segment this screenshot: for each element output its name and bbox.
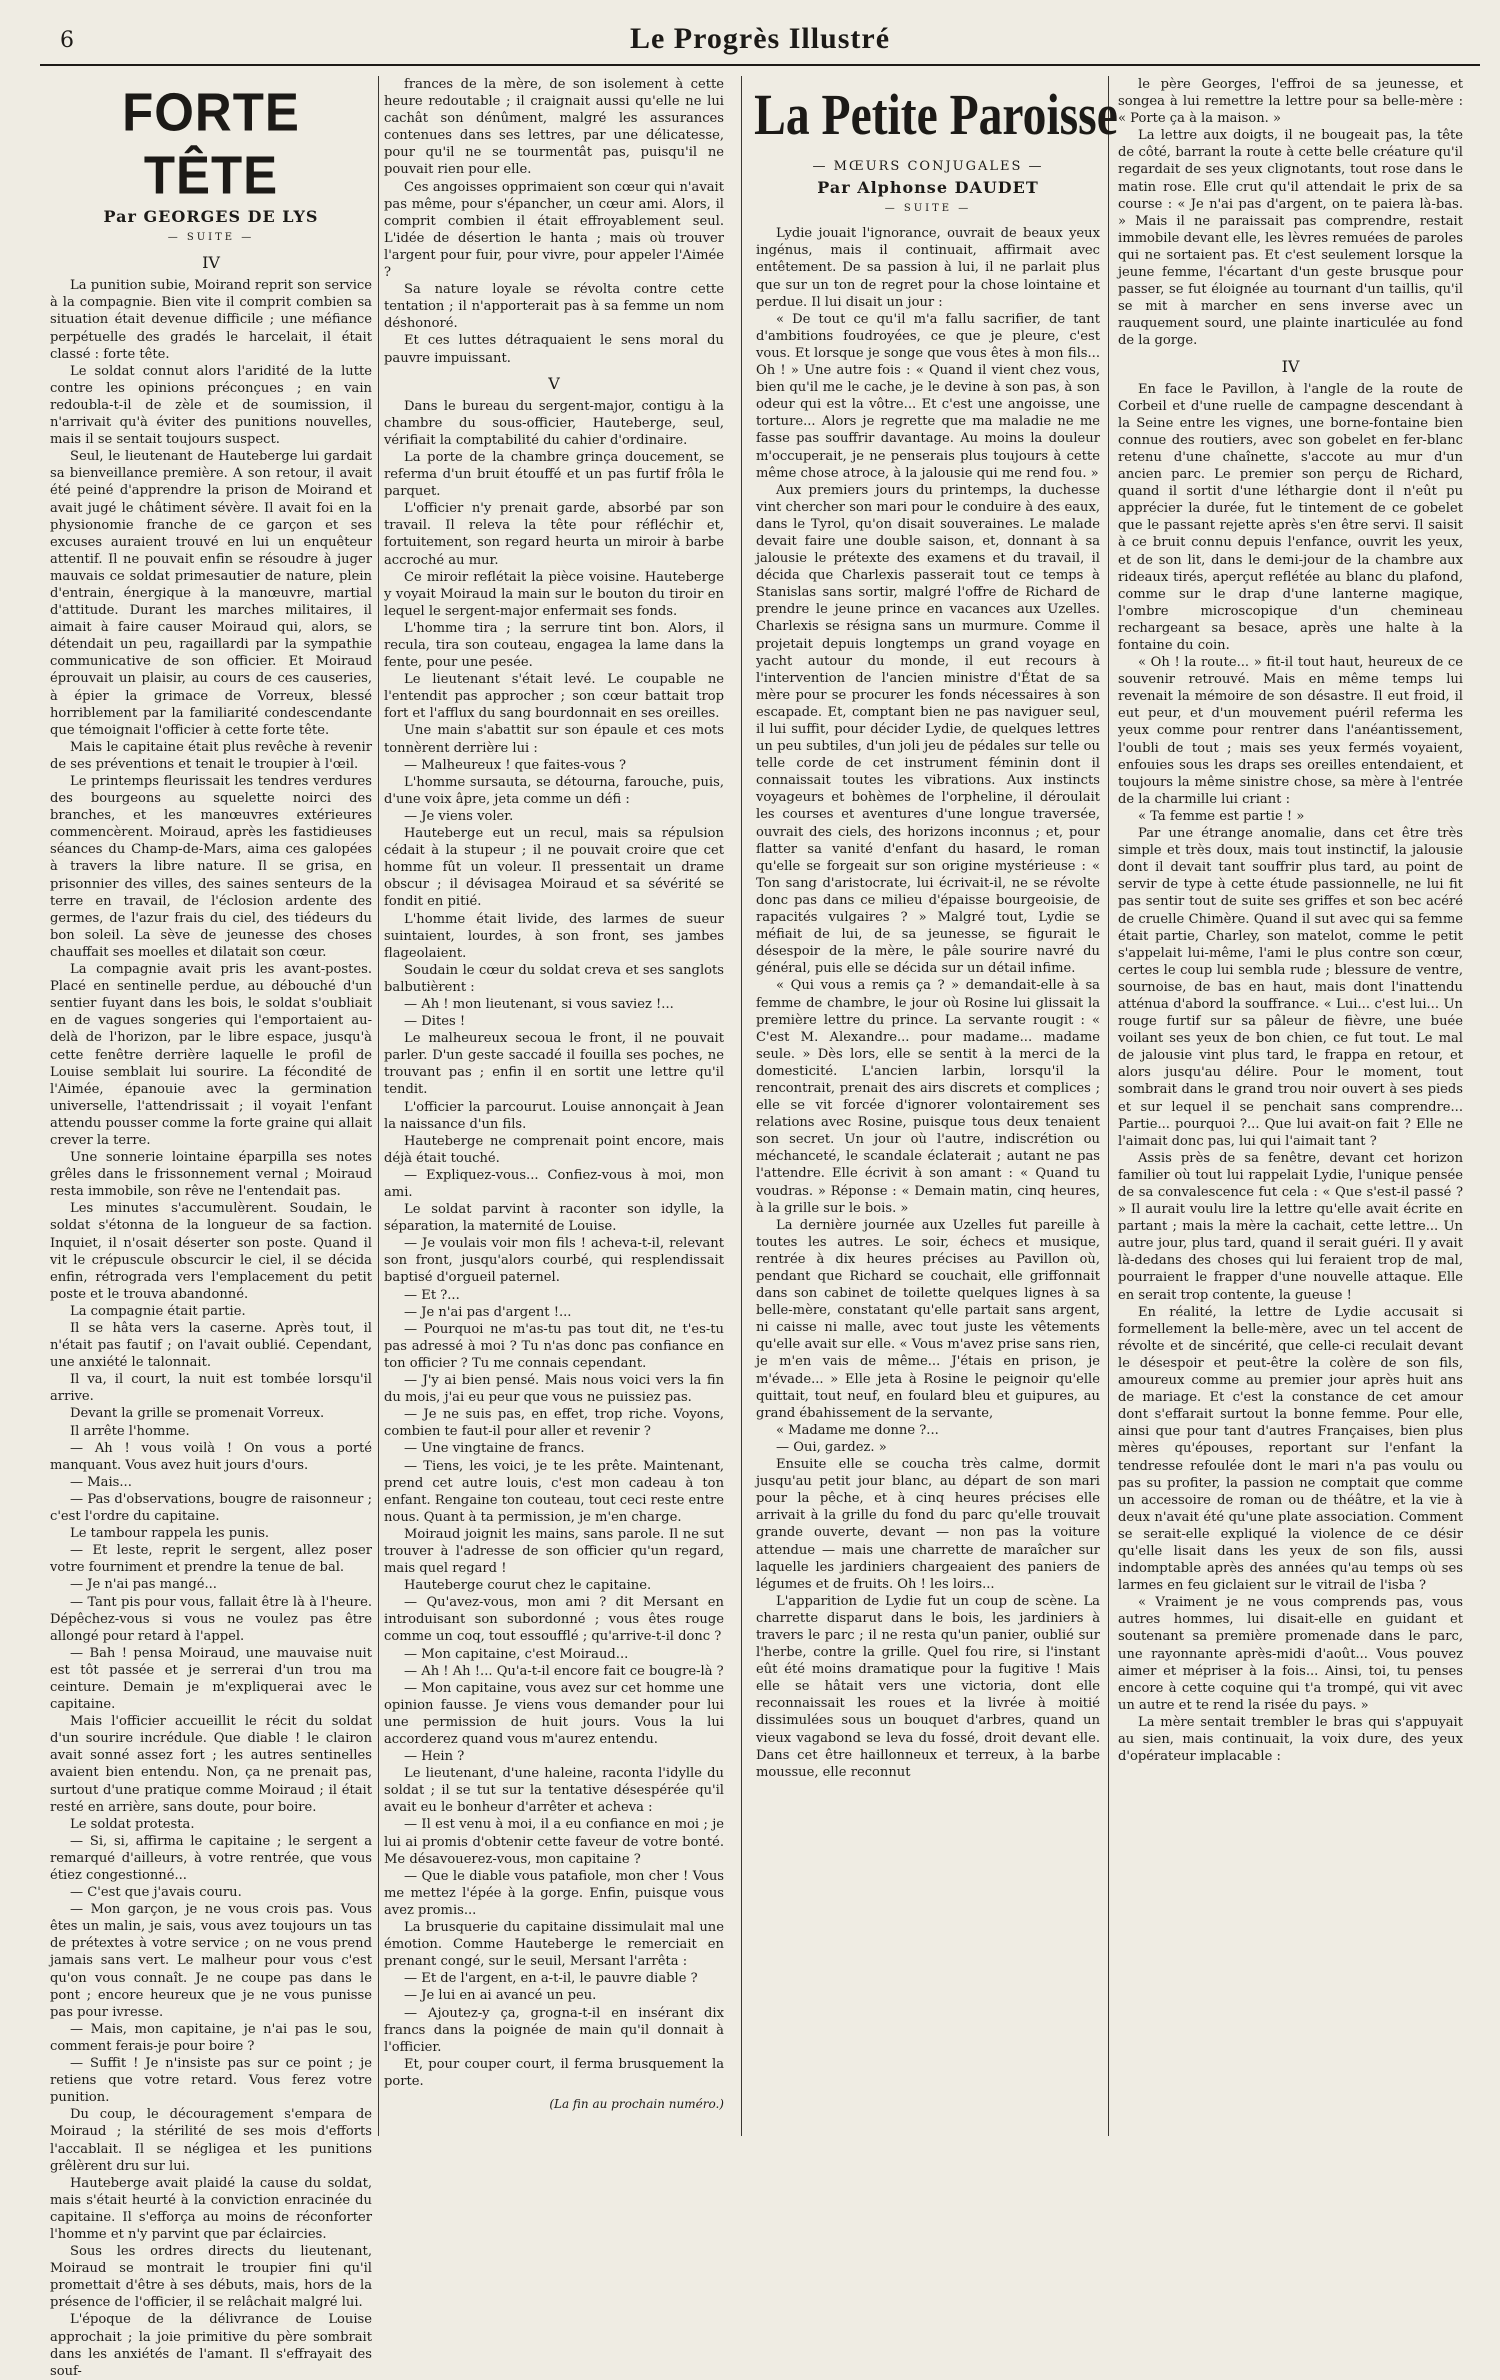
paragraph: Hauteberge ne comprenait point encore, mais déjà était touché. [384, 1133, 724, 1166]
column-2 [384, 76, 724, 2136]
story-byline: Par Alphonse DAUDET [817, 178, 1039, 198]
paragraph: Aux premiers jours du printemps, la duchesse vint chercher son mari pour le conduire à des eaux, dans le Tyrol, qu'on disait souveraines. Le malade devait faire une double saison, et, donnant à sa jalousie le prétexte des examens et du travail, il décida que Charlexis passerait tout ce temps à Stanislas sans sortir, malgré l'offre de Richard de prendre le jeune prince en vacances aux Uzelles. Charlexis se résigna sans un murmure. Comme il projetait depuis longtemps un grand voyage en yacht autour du monde, il eut recours à l'intervention de l'ancien ministre d'État de sa mère pour se procurer les fonds nécessaires à son escapade. Et, comptant bien ne pas naviguer seul, il lui suffit, pour décider Lydie, de quelques lettres un peu subtiles, d'un joli jeu de pédales sur telle ou telle corde de cet instrument féminin dont il connaissait toutes les vibrations. Aux instincts voyageurs et bohèmes de l'orpheline, il déroulait les courses et aventures d'une longue traversée, ouvrait des ciels, des horizons inconnus ; et, pour flatter sa vanité d'enfant du hasard, le roman qu'elle se forgeait sur son origine mystérieuse : « Ton sang d'aristocrate, lui écrivait-il, ne se révolte donc pas dans ce milieu d'épaisse bourgeoisie, de rapacités vulgaires ? » Malgré tout, Lydie se méfiait de lui, de sa jeunesse, se figurait le désespoir de la mère, le pâle sourire navré du général, puis elle se décida sur un détail infime. [756, 482, 1100, 977]
column-rule [378, 76, 379, 2136]
paragraph: Ce miroir reflétait la pièce voisine. Hauteberge y voyait Moiraud la main sur le bouton du tiroir en lequel le sergent-major enfermait ses fonds. [384, 569, 724, 619]
paragraph: — Suffit ! Je n'insiste pas sur ce point ; je retiens que votre retard. Vous ferez votre punition. [50, 2056, 372, 2106]
paragraph: — Je lui en ai avancé un peu. [404, 1988, 597, 2004]
paragraph: — Malheureux ! que faites-vous ? [404, 757, 627, 773]
paragraph: frances de la mère, de son isolement à cette heure redoutable ; il craignait aussi qu'elle ne lui cachât son dénûment, malgré les assurances contenues dans ses lettres, par une délicatesse, pour qu'il ne se tourmentât pas, puisqu'il ne pouvait rien pour elle. [384, 77, 724, 178]
paragraph: — Je n'ai pas mangé... [70, 1577, 217, 1593]
paragraph: Ensuite elle se coucha très calme, dormit jusqu'au petit jour blanc, au départ de son mari pour la pêche, et à cinq heures précises elle arrivait à la grille du fond du parc qu'elle trouvait grande ouverte, devant — non pas la voiture attendue — mais une charrette de maraîcher sur laquelle les jardiniers chargeaient des paniers de légumes et de fruits. Oh ! les loirs... [756, 1457, 1100, 1592]
paragraph: Sa nature loyale se révolta contre cette tentation ; il n'apporterait pas à sa femme un nom déshonoré. [384, 282, 724, 332]
paragraph: Il se hâta vers la caserne. Après tout, il n'était pas fautif ; on l'avait oublié. Cependant, une anxiété le talonnait. [50, 1321, 372, 1371]
paragraph: Le soldat protesta. [70, 1816, 195, 1832]
paragraph: Par une étrange anomalie, dans cet être très simple et très doux, mais tout instinctif, la jalousie dont il devait tant souffrir plus tard, au point de servir de type à cette étude passionnelle, ne lui fit pas sentir tout de suite ses griffes et son bec acéré de cruelle Chimère. Quand il sut avec qui sa femme était partie, Charley, son matelot, comme le petit s'appelait lui-même, l'ami le plus contre son cœur, certes le coup lui sembla rude ; blessure de ventre, sournoise, de bas en haut, mais dont l'inattendu atténua d'abord la souffrance. « Lui... c'est lui... Un rouge furtif sur sa pâleur de fièvre, une buée voilant ses yeux de bon chien, ce fut tout. Le mal de jalousie vint plus tard, le frappa en retour, et alors jusqu'au délire. Pour le moment, tout sombrait dans le grand trou noir ouvert à ses pieds et sur lequel il se penchait sans comprendre... Partie... pourquoi ?... Que lui avait-on fait ? Elle ne l'aimait donc pas, lui qui l'aimait tant ? [1118, 826, 1463, 1149]
paragraph: Une main s'abattit sur son épaule et ces mots tonnèrent derrière lui : [384, 723, 724, 756]
paragraph: — Que le diable vous patafiole, mon cher ! Vous me mettez l'épée à la gorge. Enfin, puisque vous avez promis... [384, 1868, 724, 1918]
paragraph: L'officier la parcourut. Louise annonçait à Jean la naissance d'un fils. [384, 1099, 724, 1132]
paragraph: Il arrête l'homme. [70, 1423, 190, 1439]
paragraph: Et ces luttes détraquaient le sens moral du pauvre impuissant. [384, 333, 724, 366]
paragraph: « Madame me donne ?... [776, 1422, 939, 1438]
paragraph: Devant la grille se promenait Vorreux. [70, 1406, 325, 1422]
paragraph: — Ah ! mon lieutenant, si vous saviez !... [404, 996, 674, 1012]
paragraph: — Mon capitaine, c'est Moiraud... [404, 1646, 629, 1662]
paragraph: La lettre aux doigts, il ne bougeait pas, la tête de côté, barrant la route à cette belle créature qu'il regardait de ses yeux clignotants, tout rose dans le matin rose. Elle crut qu'il attendait le prix de sa course : « Je n'ai pas d'argent, on te paiera là-bas. » Mais il ne paraissait pas comprendre, restait immobile devant elle, les lèvres remuées de paroles qui ne sortaient pas. Et c'est seulement lorsque la jeune femme, l'écartant d'un geste brusque pour passer, se fut éloignée au tournant d'un taillis, qu'il se mit à marcher en sens inverse avec un rauquement sourd, une plainte inarticulée au fond de la gorge. [1118, 128, 1463, 349]
paragraph: Le lieutenant, d'une haleine, raconta l'idylle du soldat ; il se tut sur la tentative désespérée qu'il avait eu le bonheur d'arrêter et acheva : [384, 1766, 724, 1816]
paragraph: Mais l'officier accueillit le récit du soldat d'un sourire incrédule. Que diable ! le clairon avait sonné assez fort ; les autres sentinelles avaient bien entendu. Non, ça ne prenait pas, surtout d'une pratique comme Moiraud ; il était resté en arrière, sans doute, pour boire. [50, 1714, 372, 1815]
chapter-heading: IV [202, 253, 220, 273]
suite-label: — SUITE — [884, 203, 972, 215]
paragraph: Assis près de sa fenêtre, devant cet horizon familier où tout lui rappelait Lydie, l'unique pensée de sa convalescence fut cela : « Que s'est-il passé ? » Il aurait voulu lire la lettre qu'elle avait écrite en partant ; mais la mère la cachait, cette lettre... Un autre jour, plus tard, quand il serait guéri. Il y avait là-dedans des choses qui lui feraient trop de mal, pourraient le frapper d'une nouvelle attaque. Elle en serait trop contente, la gueuse ! [1118, 1150, 1463, 1303]
header-rule [40, 64, 1480, 66]
paragraph: — Une vingtaine de francs. [404, 1441, 585, 1457]
paragraph: La compagnie était partie. [70, 1303, 246, 1319]
suite-label: — SUITE — [167, 232, 255, 244]
paragraph: Les minutes s'accumulèrent. Soudain, le soldat s'étonna de la longueur de sa faction. Inquiet, il n'osait déserter son poste. Quand il vit le crépuscule obscurcir le ciel, il se décida enfin, rétrograda vers l'emplacement du petit poste et le trouva abandonné. [50, 1201, 372, 1302]
paragraph: L'époque de la délivrance de Louise approchait ; la joie primitive du père sombrait dans les anxiétés de l'amant. Il s'effrayait des souf- [50, 2312, 372, 2379]
paragraph: — Je voulais voir mon fils ! acheva-t-il, relevant son front, jusqu'alors courbé, qui resplendissait baptisé d'orgueil paternel. [384, 1236, 724, 1286]
paragraph: — Qu'avez-vous, mon ami ? dit Mersant en introduisant son subordonné ; vous êtes rouge comme un coq, tout essoufflé ; qu'arrive-t-il donc ? [384, 1595, 724, 1645]
paragraph: Le malheureux secoua le front, il ne pouvait parler. D'un geste saccadé il fouilla ses poches, ne trouvant pas ; enfin il en sortit une lettre qu'il tendit. [384, 1031, 724, 1098]
paragraph: La porte de la chambre grinça doucement, se referma d'un bruit étouffé et un pas furtif frôla le parquet. [384, 449, 724, 500]
story-text [1118, 381, 1463, 1766]
paragraph: — Je n'ai pas d'argent !... [404, 1304, 572, 1320]
paragraph: — C'est que j'avais couru. [70, 1885, 242, 1901]
paragraph: — Tiens, les voici, je te les prête. Maintenant, prend cet autre louis, c'est mon cadeau à ton enfant. Rengaine ton couteau, tout ceci reste entre nous. Quant à ta permission, je m'en charge. [384, 1458, 724, 1525]
paragraph: Le tambour rappela les punis. [70, 1526, 270, 1542]
paragraph: le père Georges, l'effroi de sa jeunesse, et songea à lui remettre la lettre pour sa belle-mère : « Porte ça à la maison. » [1118, 77, 1463, 127]
story-title-la-petite-paroisse: La Petite Paroisse [754, 82, 1118, 147]
story-title-forte-tete: FORTE TÊTE [122, 82, 300, 205]
story-text [1118, 76, 1463, 350]
paragraph: — Mais, mon capitaine, je n'ai pas le sou, comment ferais-je pour boire ? [50, 2021, 372, 2054]
paragraph: Hauteberge avait plaidé la cause du soldat, mais s'était heurté à la conviction enracinée du capitaine. Il s'efforça au moins de réconforter l'homme et n'y parvint que par éclaircies. [50, 2175, 372, 2242]
paragraph: Moiraud joignit les mains, sans parole. Il ne sut trouver à l'adresse de son officier qu'un regard, mais quel regard ! [384, 1526, 724, 1577]
paragraph: — J'y ai bien pensé. Mais nous voici vers la fin du mois, j'ai eu peur que vous ne puissiez pas. [384, 1373, 724, 1406]
paragraph: — Ah ! vous voilà ! On vous a porté manquant. Vous avez huit jours d'ours. [50, 1440, 372, 1473]
story-text [384, 76, 724, 367]
paragraph: — Si, si, affirma le capitaine ; le sergent a remarqué d'ailleurs, à votre rentrée, que vous étiez congestionné... [50, 1833, 372, 1883]
paragraph: — Je ne suis pas, en effet, trop riche. Voyons, combien te faut-il pour aller et revenir ? [384, 1407, 724, 1440]
paragraph: Le soldat parvint à raconter son idylle, la séparation, la maternité de Louise. [384, 1202, 724, 1235]
chapter-heading: V [548, 373, 560, 393]
paragraph: — Ajoutez-y ça, grogna-t-il en insérant dix francs dans la poignée de main qu'il donnait à l'officier. [384, 2005, 724, 2055]
paragraph: — Mon garçon, je ne vous crois pas. Vous êtes un malin, je sais, vous avez toujours un tas de prétextes à votre service ; on ne vous prend jamais sans vert. Le malheur pour vous c'est qu'on vous connaît. Je ne coupe pas dans le pont ; encore heureux que je ne vous punisse pas pour ivresse. [50, 1902, 372, 2020]
paragraph: En face le Pavillon, à l'angle de la route de Corbeil et d'une ruelle de campagne descendant à la Seine entre les vignes, une borne-fontaine bien connue des routiers, avec son gobelet en fer-blanc retenu d'une chaînette, s'accote au mur d'un ancien parc. Le premier son perçu de Richard, quand il sortit d'une léthargie dont il n'eût pu apprécier la durée, fut le tintement de ce gobelet que le passant rejette après s'en être servi. Il saisit à ce bruit connu depuis l'enfance, ouvrit les yeux, et de son lit, dans le demi-jour de la chambre aux rideaux tirés, aperçut reflétée au blanc du plafond, comme sur le drap d'une lanterne magique, l'ombre microscopique d'un chemineau rechargeant sa besace, après une halte à la fontaine du coin. [1118, 381, 1463, 653]
paragraph: Du coup, le découragement s'empara de Moiraud ; la stérilité de ses mois d'efforts l'accablait. Il se négligea et les punitions grêlèrent dru sur lui. [50, 2107, 372, 2174]
paragraph: L'apparition de Lydie fut un coup de scène. La charrette disparut dans le bois, les jardiniers à travers le parc ; il ne resta qu'un panier, oublié sur l'herbe, contre la grille. Quel fou rire, si l'instant eût été moins dramatique pour la fugitive ! Mais elle se hâtait vers une victoria, dont elle reconnaissait les roues et la livrée à moitié dissimulées sous un bouquet d'arbres, quand un vieux vagabond se leva du fossé, droit devant elle. Dans cet être haillonneux et terreux, à la barbe moussue, elle reconnut [756, 1593, 1100, 1780]
story-text [50, 277, 372, 2380]
paragraph: Soudain le cœur du soldat creva et ses sanglots balbutièrent : [384, 962, 724, 995]
paragraph: Hauteberge eut un recul, mais sa répulsion cédait à la stupeur ; il ne pouvait croire que cet homme fût un voleur. Il pressentait un drame obscur ; il dévisagea Moiraud et sa sévérité se fondit en pitié. [384, 826, 724, 910]
paragraph: Le printemps fleurissait les tendres verdures des bourgeons au squelette noirci des branches, et les manœuvres extérieures commencèrent. Moiraud, après les fastidieuses séances du Champ-de-Mars, aima ces galopées à travers la libre nature. Il se grisa, en prisonnier des villes, des saines senteurs de la terre en travail, de l'éclosion ardente des germes, de l'azur frais du ciel, des tiédeurs du bon soleil. La sève de jeunesse des choses chauffait ses moelles et dilatait son cœur. [50, 774, 372, 960]
paragraph: La punition subie, Moirand reprit son service à la compagnie. Bien vite il comprit combien sa situation était devenue difficile ; une méfiance perpétuelle des gradés le harcelait, il était classé : forte tête. [50, 278, 372, 362]
paragraph: Le lieutenant s'était levé. Le coupable ne l'entendit pas approcher ; son cœur battait trop fort et l'afflux du sang bourdonnait en ses oreilles. [384, 672, 724, 722]
column-rule [741, 76, 742, 2136]
paragraph: L'homme sursauta, se détourna, farouche, puis, d'une voix âpre, jeta comme un défi : [384, 774, 724, 807]
story-subtitle: — MŒURS CONJUGALES — [812, 159, 1044, 174]
paragraph: « Qui vous a remis ça ? » demandait-elle à sa femme de chambre, le jour où Rosine lui glissait la première lettre du prince. La servante rougit : « C'est M. Alexandre... pour madame... madame seule. » Dès lors, elle se sentit à la merci de la domesticité. L'ancien larbin, lorsqu'il la rencontrait, prenait des airs discrets et complices ; elle se vit forcée d'ignorer volontairement ses relations avec Rosine, puisque tous deux tenaient son secret. Un jour où l'autre, indiscrétion ou méchanceté, le scandale éclaterait ; autant ne pas l'attendre. Elle écrivit à son amant : « Quand tu voudras. » Réponse : « Demain matin, cinq heures, à la grille sur le bois. » [756, 978, 1100, 1216]
column-1 [50, 76, 372, 2379]
paragraph: Lydie jouait l'ignorance, ouvrait de beaux yeux ingénus, mais il continuait, affirmait avec entêtement. De sa passion à lui, il ne parlait plus que sur un ton de regret pour la chose lointaine et perdue. Il lui disait un jour : [756, 226, 1100, 310]
paragraph: L'officier n'y prenait garde, absorbé par son travail. Il releva la tête pour réfléchir et, fortuitement, son regard heurta un miroir à barbe accroché au mur. [384, 501, 724, 568]
paragraph: L'homme tira ; la serrure tint bon. Alors, il recula, tira son couteau, engagea la lame dans la fente, pour une pesée. [384, 620, 724, 671]
paragraph: Dans le bureau du sergent-major, contigu à la chambre du sous-officier, Hauteberge, seul, vérifiait la comptabilité du cahier d'ordinaire. [384, 398, 724, 448]
paragraph: — Expliquez-vous... Confiez-vous à moi, mon ami. [384, 1167, 724, 1200]
paragraph: — Et leste, reprit le sergent, allez poser votre fourniment et prendre la tenue de bal. [50, 1543, 372, 1576]
page-number: 6 [60, 28, 74, 53]
chapter-heading: IV [1281, 356, 1300, 376]
paragraph: « De tout ce qu'il m'a fallu sacrifier, de tant d'ambitions foudroyées, ce que je pleure, c'est vous. Et lorsque je songe que vous êtes à mon fils... Oh ! » Une autre fois : « Quand il vient chez vous, bien qu'il me le cache, je le devine à son pas, à son odeur qui est la vôtre... Et c'est une angoisse, une torture... Alors je regrette que ma maladie ne me fasse pas souffrir davantage. Au moins la douleur m'occuperait, je ne penserais plus toujours à cette même chose atroce, à la jalousie qui me rend fou. » [756, 311, 1100, 481]
page-header [40, 18, 1480, 64]
paragraph: Le soldat connut alors l'aridité de la lutte contre les opinions préconçues ; en vain redoubla-t-il de zèle et de soumission, il n'arrivait qu'à éviter des punitions nouvelles, mais il se sentait toujours suspect. [50, 363, 372, 448]
paragraph: — Mais... [70, 1474, 132, 1490]
paragraph: — Je viens voler. [404, 808, 514, 824]
paragraph: Une sonnerie lointaine éparpilla ses notes grêles dans le frissonnement vernal ; Moiraud resta immobile, son rêve ne l'entendait pas. [50, 1150, 372, 1200]
paragraph: — Ah ! Ah !... Qu'a-t-il encore fait ce bougre-là ? [404, 1663, 724, 1679]
paragraph: Ces angoisses opprimaient son cœur qui n'avait pas même, pour s'épancher, un cœur ami. Alors, il comprit combien il était effroyablement seul. L'idée de désertion le hanta ; mais où trouver l'argent pour fuir, pour vivre, pour appeler l'Aimée ? [384, 179, 724, 281]
paragraph: — Tant pis pour vous, fallait être là à l'heure. Dépêchez-vous si vous ne voulez pas être allongé pour retard à l'appel. [50, 1594, 372, 1644]
paragraph: — Il est venu à moi, il a eu confiance en moi ; je lui ai promis d'obtenir cette faveur de votre bonté. Me désavouerez-vous, mon capitaine ? [384, 1817, 724, 1867]
paragraph: — Dites ! [404, 1014, 466, 1030]
column-3 [754, 76, 1118, 2136]
paragraph: En réalité, la lettre de Lydie accusait si formellement la belle-mère, avec un tel accent de révolte et de sincérité, que celle-ci reculait devant le désespoir et peut-être la colère de son fils, amoureux comme au premier jour après huit ans de mariage. Et c'est la constance de cet amour dont s'effarait surtout la bonne femme. Pour elle, ainsi que pour tant d'autres Françaises, bien plus mères qu'épouses, reportant sur l'enfant la tendresse refoulée dont le mari n'a pas voulu ou pas su profiter, la passion ne comptait que comme un accessoire de roman ou de théâtre, et la vie à deux n'avait été qu'une plate association. Comment se serait-elle expliqué la violence de ce désir qu'elle lisait dans les yeux de son fils, aussi indomptable après des années qu'au temps où ses larmes en feu giclaient sur le vitrail de l'isba ? [1118, 1304, 1463, 1594]
paragraph: L'homme était livide, des larmes de sueur suintaient, lourdes, à son front, ses jambes flageolaient. [384, 911, 724, 961]
paragraph: — Bah ! pensa Moiraud, une mauvaise nuit est tôt passée et je serrerai d'un trou ma ceinture. Demain je m'expliquerai avec le capitaine. [50, 1645, 372, 1713]
story-byline: Par GEORGES DE LYS [103, 207, 319, 226]
column-rule [1108, 76, 1109, 2136]
paragraph: — Hein ? [404, 1749, 465, 1765]
continued-note: (La fin au prochain numéro.) [549, 2096, 724, 2111]
paragraph: — Et ?... [404, 1287, 460, 1303]
paragraph: « Vraiment je ne vous comprends pas, vous autres hommes, lui disait-elle en guidant et soutenant sa première promenade dans le parc, une rayonnante après-midi d'août... Vous pouvez aimer et mépriser à la fois... Ainsi, toi, tu penses encore à cette coquine qui t'a trompé, qui vit avec un autre et te rend la risée du pays. » [1118, 1595, 1463, 1713]
story-text [384, 398, 724, 2090]
column-4 [1118, 76, 1463, 2136]
paragraph: Il va, il court, la nuit est tombée lorsqu'il arrive. [50, 1372, 372, 1405]
paragraph: — Et de l'argent, en a-t-il, le pauvre diable ? [404, 1971, 698, 1987]
journal-title: Le Progrès Illustré [629, 22, 891, 55]
paragraph: Seul, le lieutenant de Hauteberge lui gardait sa bienveillance première. A son retour, il avait été peiné d'apprendre la prison de Moirand et avait jugé le châtiment sévère. Il avait foi en la physionomie franche de ce garçon et ses excuses auraient trouvé en lui un enquêteur attentif. Il ne pouvait enfin se résoudre à juger mauvais ce soldat primesautier de nature, plein d'entrain, énergique à la manœuvre, martial d'attitude. Durant les marches militaires, il aimait à faire causer Moiraud qui, alors, se détendait un peu, ragaillardi par la sympathie communicative de son officier. Et Moiraud éprouvait un plaisir, au cours de ces causeries, à épier la grimace de Vorreux, blessé horriblement par la familiarité condescendante que témoignait l'officier à cette forte tête. [50, 449, 372, 738]
paragraph: — Pas d'observations, bougre de raisonneur ; c'est l'ordre du capitaine. [50, 1491, 372, 1525]
paragraph: La mère sentait trembler le bras qui s'appuyait au sien, mais continuait, la voix dure, des yeux d'opérateur implacable : [1118, 1714, 1463, 1765]
paragraph: La compagnie avait pris les avant-postes. Placé en sentinelle perdue, au débouché d'un sentier fuyant dans les bois, le soldat s'oubliait en de vagues songeries qui l'emportaient au-delà de l'horizon, par le libre espace, jusqu'à cette fenêtre derrière laquelle le profil de Louise semblait lui sourire. La fécondité de l'Aimée, épanouie avec la germination universelle, l'attendrissait ; il voyait l'enfant attendu pousser comme la forte graine qui allait crever la terre. [50, 962, 372, 1148]
paragraph: La brusquerie du capitaine dissimulait mal une émotion. Comme Hauteberge le remerciait en prenant congé, sur le seuil, Mersant l'arrêta : [384, 1920, 724, 1970]
paragraph: — Pourquoi ne m'as-tu pas tout dit, ne t'es-tu pas adressé à moi ? Tu n'as donc pas confiance en ton officier ? Tu me connais cependant. [384, 1321, 724, 1371]
paragraph: Sous les ordres directs du lieutenant, Moiraud se montrait le troupier fini qu'il promettait d'être à ses débuts, mais, hors de la présence de l'officier, il se relâchait malgré lui. [50, 2244, 372, 2311]
paragraph: La dernière journée aux Uzelles fut pareille à toutes les autres. Le soir, échecs et musique, rentrée à dix heures précises au Pavillon où, pendant que Richard se couchait, elle griffonnait dans son cabinet de toilette quelques lignes à sa belle-mère, constatant qu'elle partait sans argent, ni caisse ni malle, avec tout juste les vêtements qu'elle avait sur elle. « Vous m'avez prise sans rien, je m'en vais de même... J'étais en prison, je m'évade... » Elle jeta à Rosine le peignoir qu'elle quittait, tout neuf, en foulard bleu et guipures, au grand ébahissement de la servante, [756, 1217, 1100, 1421]
paragraph: « Ta femme est partie ! » [1138, 808, 1305, 824]
paragraph: Mais le capitaine était plus revêche à revenir de ses préventions et tenait le troupier à l'œil. [50, 739, 372, 772]
paragraph: « Oh ! la route... » fit-il tout haut, heureux de ce souvenir retrouvé. Mais en même temps lui revenait la mémoire de son désastre. Il eut froid, il eut peur, et d'un mouvement puéril referma les yeux comme pour rentrer dans l'anéantissement, l'oubli de tout ; mais ses yeux fermés voyaient, enfouies sous les draps ses oreilles entendaient, et toujours la même sinistre chose, sa mère à l'entrée de la charmille lui criant : [1118, 655, 1463, 807]
paragraph: Et, pour couper court, il ferma brusquement la porte. [384, 2056, 724, 2089]
story-text [756, 225, 1100, 1781]
paragraph: — Mon capitaine, vous avez sur cet homme une opinion fausse. Je viens vous demander pour lui une permission de huit jours. Vous la lui accorderez quand vous m'aurez entendu. [384, 1680, 724, 1747]
paragraph: Hauteberge courut chez le capitaine. [404, 1578, 652, 1594]
paragraph: — Oui, gardez. » [776, 1439, 887, 1455]
